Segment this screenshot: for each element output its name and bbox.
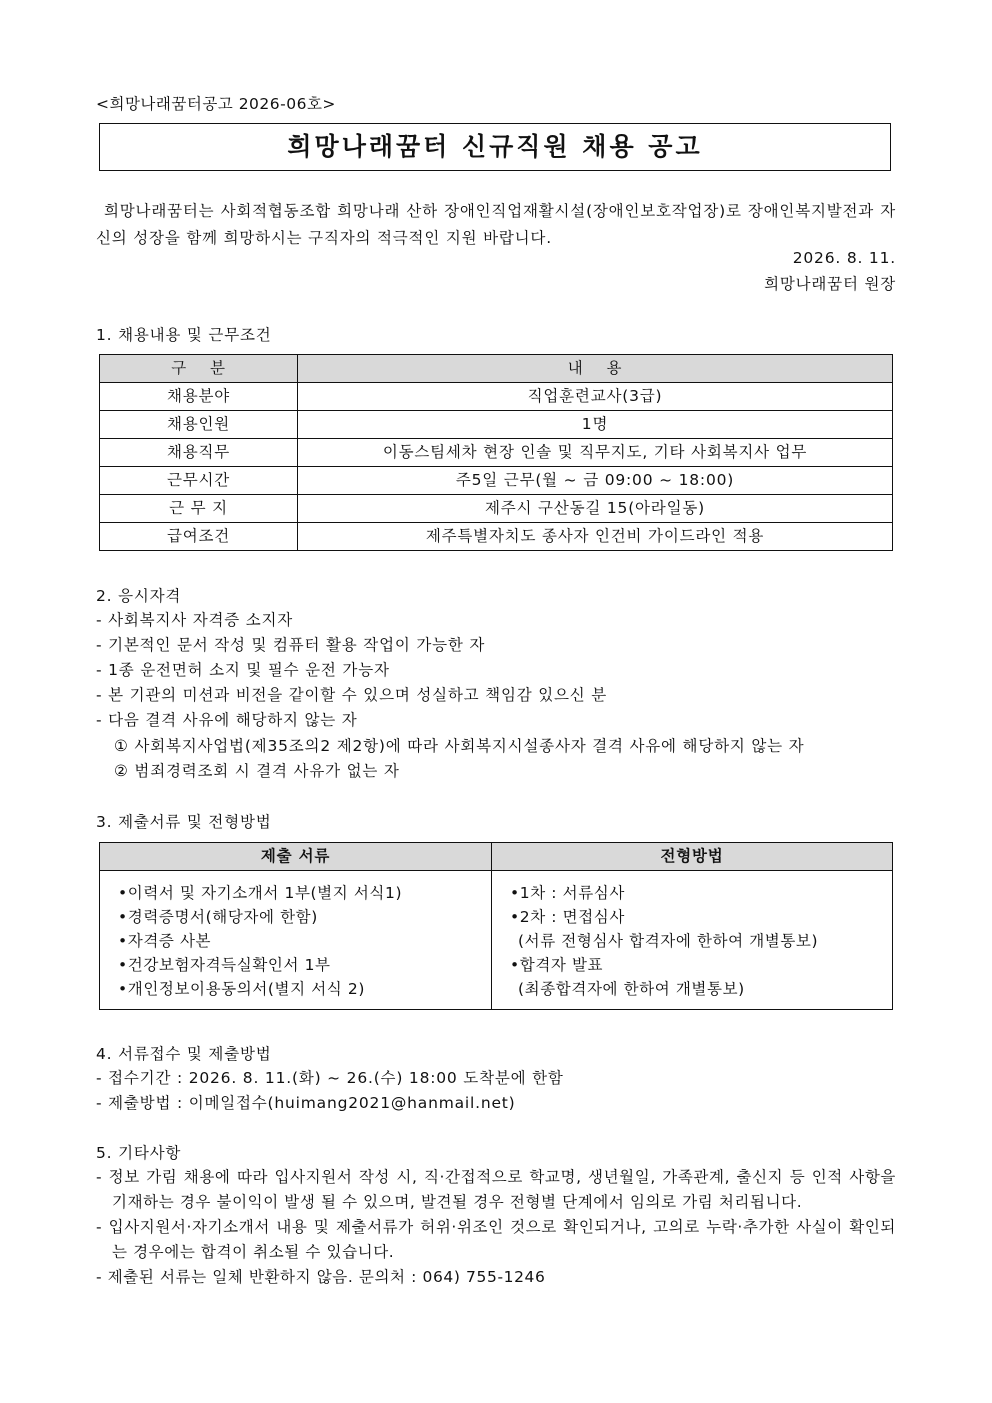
sub-list-item: ① 사회복지사업법(제35조의2 제2항)에 따라 사회복지시설종사자 결격 사유에 해당하지 않는 자: [114, 736, 805, 755]
section1-heading: 1. 채용내용 및 근무조건: [96, 326, 272, 344]
column-header: 내 용: [298, 355, 893, 383]
document-item: •개인정보이용동의서(별지 서식 2): [118, 980, 366, 999]
method-item: •2차 : 면접심사: [510, 908, 625, 927]
section5-heading: 5. 기타사항: [96, 1144, 182, 1162]
list-item: - 다음 결격 사유에 해당하지 않는 자: [96, 711, 358, 730]
row-label: 근 무 지: [100, 495, 298, 523]
column-header: 전형방법: [492, 843, 893, 871]
notice-date: 2026. 8. 11.: [792, 249, 896, 267]
method-note: (최종합격자에 한하여 개별통보): [518, 980, 745, 999]
row-label: 급여조건: [100, 523, 298, 551]
row-label: 채용인원: [100, 411, 298, 439]
methods-cell: [492, 871, 893, 1010]
row-value: 주5일 근무(월 ~ 금 09:00 ~ 18:00): [298, 467, 893, 495]
list-item: - 제출방법 : 이메일접수(huimang2021@hanmail.net): [96, 1094, 516, 1113]
row-value: 제주시 구산동길 15(아라일동): [298, 495, 893, 523]
row-label: 채용분야: [100, 383, 298, 411]
method-note: (서류 전형심사 합격자에 한하여 개별통보): [518, 932, 819, 951]
notice-number: <희망나래꿈터공고 2026-06호>: [96, 95, 336, 113]
list-item: - 입사지원서·자기소개서 내용 및 제출서류가 허위·위조인 것으로 확인되거나, 고의로 누락·추가한 사실이 확인되는 경우에는 합격이 취소될 수 있습니다.: [96, 1218, 896, 1262]
sub-list-item: ② 범죄경력조회 시 결격 사유가 없는 자: [114, 761, 400, 780]
section3-heading: 3. 제출서류 및 전형방법: [96, 813, 272, 831]
section2-heading: 2. 응시자격: [96, 587, 182, 605]
table-row: [100, 871, 893, 1010]
table-header-row: [100, 355, 893, 383]
intro-paragraph: [96, 198, 896, 252]
document-item: •자격증 사본: [118, 932, 212, 951]
table-row: [100, 383, 893, 411]
submission-list: [96, 1066, 564, 1116]
row-value: 이동스팀세차 현장 인솔 및 직무지도, 기타 사회복지사 업무: [298, 439, 893, 467]
table-header-row: [100, 843, 893, 871]
section4-heading: 4. 서류접수 및 제출방법: [96, 1045, 272, 1063]
row-label: 근무시간: [100, 467, 298, 495]
column-header: 제출 서류: [100, 843, 492, 871]
table-row: [100, 411, 893, 439]
row-label: 채용직무: [100, 439, 298, 467]
table-row: [100, 439, 893, 467]
document-item: •이력서 및 자기소개서 1부(별지 서식1): [118, 884, 403, 902]
title-box: [99, 123, 891, 171]
list-item: - 접수기간 : 2026. 8. 11.(화) ~ 26.(수) 18:00 도착분에 한함: [96, 1069, 564, 1087]
table-row: [100, 467, 893, 495]
row-value: 1명: [298, 411, 893, 439]
list-item: - 제출된 서류는 일체 반환하지 않음. 문의처 : 064) 755-1246: [96, 1268, 546, 1287]
list-item: - 본 기관의 미션과 비전을 같이할 수 있으며 성실하고 책임감 있으신 분: [96, 686, 608, 705]
documents-cell: [100, 871, 492, 1010]
table-row: [100, 495, 893, 523]
page-title: 희망나래꿈터 신규직원 채용 공고: [287, 131, 703, 161]
list-item: - 사회복지사 자격증 소지자: [96, 611, 294, 629]
column-header: 구 분: [100, 355, 298, 383]
method-item: •합격자 발표: [510, 956, 604, 975]
list-item: - 정보 가림 채용에 따라 입사지원서 작성 시, 직·간접적으로 학교명, 생년월일, 가족관계, 출신지 등 인적 사항을 기재하는 경우 불이익이 발생 될 수 있으며, 발견될 경우 전형별 단계에서 임의로 가림 처리됩니다.: [96, 1168, 896, 1212]
document-item: •건강보험자격득실확인서 1부: [118, 956, 331, 975]
intro-text: 희망나래꿈터는 사회적협동조합 희망나래 산하 장애인직업재활시설(장애인보호작업장)로 장애인복지발전과 자신의 성장을 함께 희망하시는 구직자의 적극적인 지원 바랍니다.: [96, 202, 896, 248]
qualification-list: [96, 608, 804, 784]
list-item: - 기본적인 문서 작성 및 컴퓨터 활용 작업이 가능한 자: [96, 636, 486, 655]
document-item: •경력증명서(해당자에 한함): [118, 908, 318, 927]
table-row: [100, 523, 893, 551]
method-item: •1차 : 서류심사: [510, 884, 625, 902]
list-item: - 1종 운전면허 소지 및 필수 운전 가능자: [96, 661, 390, 680]
row-value: 직업훈련교사(3급): [298, 383, 893, 411]
conditions-table: [99, 354, 893, 551]
documents-table: [99, 842, 893, 1010]
signature: 희망나래꿈터 원장: [764, 275, 896, 293]
row-value: 제주특별자치도 종사자 인건비 가이드라인 적용: [298, 523, 893, 551]
other-notes: [96, 1165, 896, 1291]
